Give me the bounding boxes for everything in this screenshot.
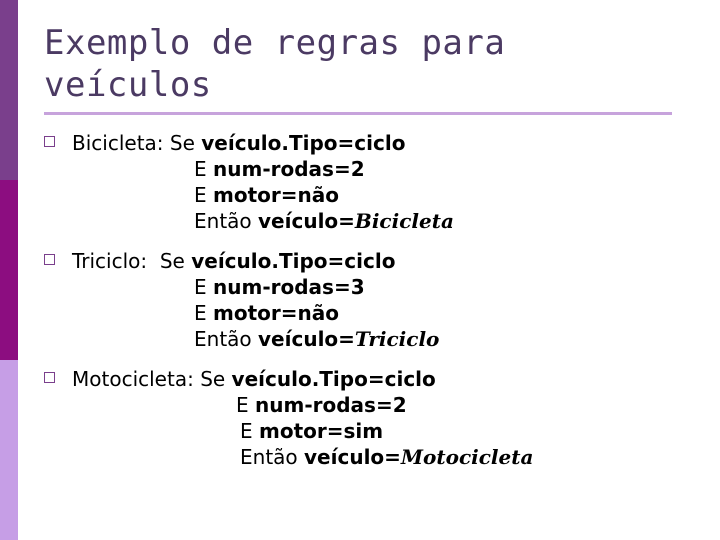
- se-keyword: Se: [169, 131, 195, 155]
- result-value: Triciclo: [354, 327, 440, 351]
- condition-motor: motor=não: [213, 301, 339, 325]
- and-keyword: E: [194, 157, 207, 181]
- result-key: veículo=: [258, 327, 355, 351]
- condition-type: veículo.Tipo=ciclo: [191, 249, 396, 273]
- rule-line-2: [194, 274, 365, 300]
- side-bar-middle: [0, 180, 18, 360]
- and-keyword: E: [236, 393, 249, 417]
- rule-line-4: [194, 208, 454, 234]
- rule-first-line: [72, 248, 395, 274]
- then-keyword: Então: [194, 209, 252, 233]
- condition-wheels: num-rodas=2: [255, 393, 407, 417]
- se-keyword: Se: [159, 249, 185, 273]
- then-keyword: Então: [240, 445, 298, 469]
- result-value: Bicicleta: [354, 209, 454, 233]
- result-key: veículo=: [258, 209, 355, 233]
- rule-line-2: [194, 156, 365, 182]
- slide-title: [44, 22, 684, 106]
- se-keyword: Se: [200, 367, 226, 391]
- then-keyword: Então: [194, 327, 252, 351]
- and-keyword: E: [194, 301, 207, 325]
- result-key: veículo=: [304, 445, 401, 469]
- title-line-1: Exemplo de regras para: [44, 23, 506, 63]
- rule-line-2: [236, 392, 407, 418]
- rule-label: Bicicleta:: [72, 131, 164, 155]
- rule-label: Triciclo:: [72, 249, 148, 273]
- condition-motor: motor=sim: [259, 419, 384, 443]
- condition-type: veículo.Tipo=ciclo: [231, 367, 436, 391]
- bullet-square-icon: [44, 372, 55, 383]
- and-keyword: E: [194, 275, 207, 299]
- rule-line-4: [194, 326, 439, 352]
- condition-motor: motor=não: [213, 183, 339, 207]
- rule-line-3: [194, 300, 339, 326]
- rule-line-3: [240, 418, 383, 444]
- condition-wheels: num-rodas=2: [213, 157, 365, 181]
- bullet-square-icon: [44, 136, 55, 147]
- side-bar-bottom: [0, 360, 18, 540]
- condition-wheels: num-rodas=3: [213, 275, 365, 299]
- title-line-2: veículos: [44, 65, 212, 105]
- rule-line-4: [240, 444, 533, 470]
- and-keyword: E: [194, 183, 207, 207]
- and-keyword: E: [240, 419, 253, 443]
- rule-line-3: [194, 182, 339, 208]
- condition-type: veículo.Tipo=ciclo: [201, 131, 406, 155]
- bullet-square-icon: [44, 254, 55, 265]
- side-bar-top: [0, 0, 18, 180]
- rule-first-line: [72, 366, 436, 392]
- result-value: Motocicleta: [400, 445, 534, 469]
- rule-label: Motocicleta:: [72, 367, 194, 391]
- rule-first-line: [72, 130, 405, 156]
- title-divider: [44, 112, 672, 115]
